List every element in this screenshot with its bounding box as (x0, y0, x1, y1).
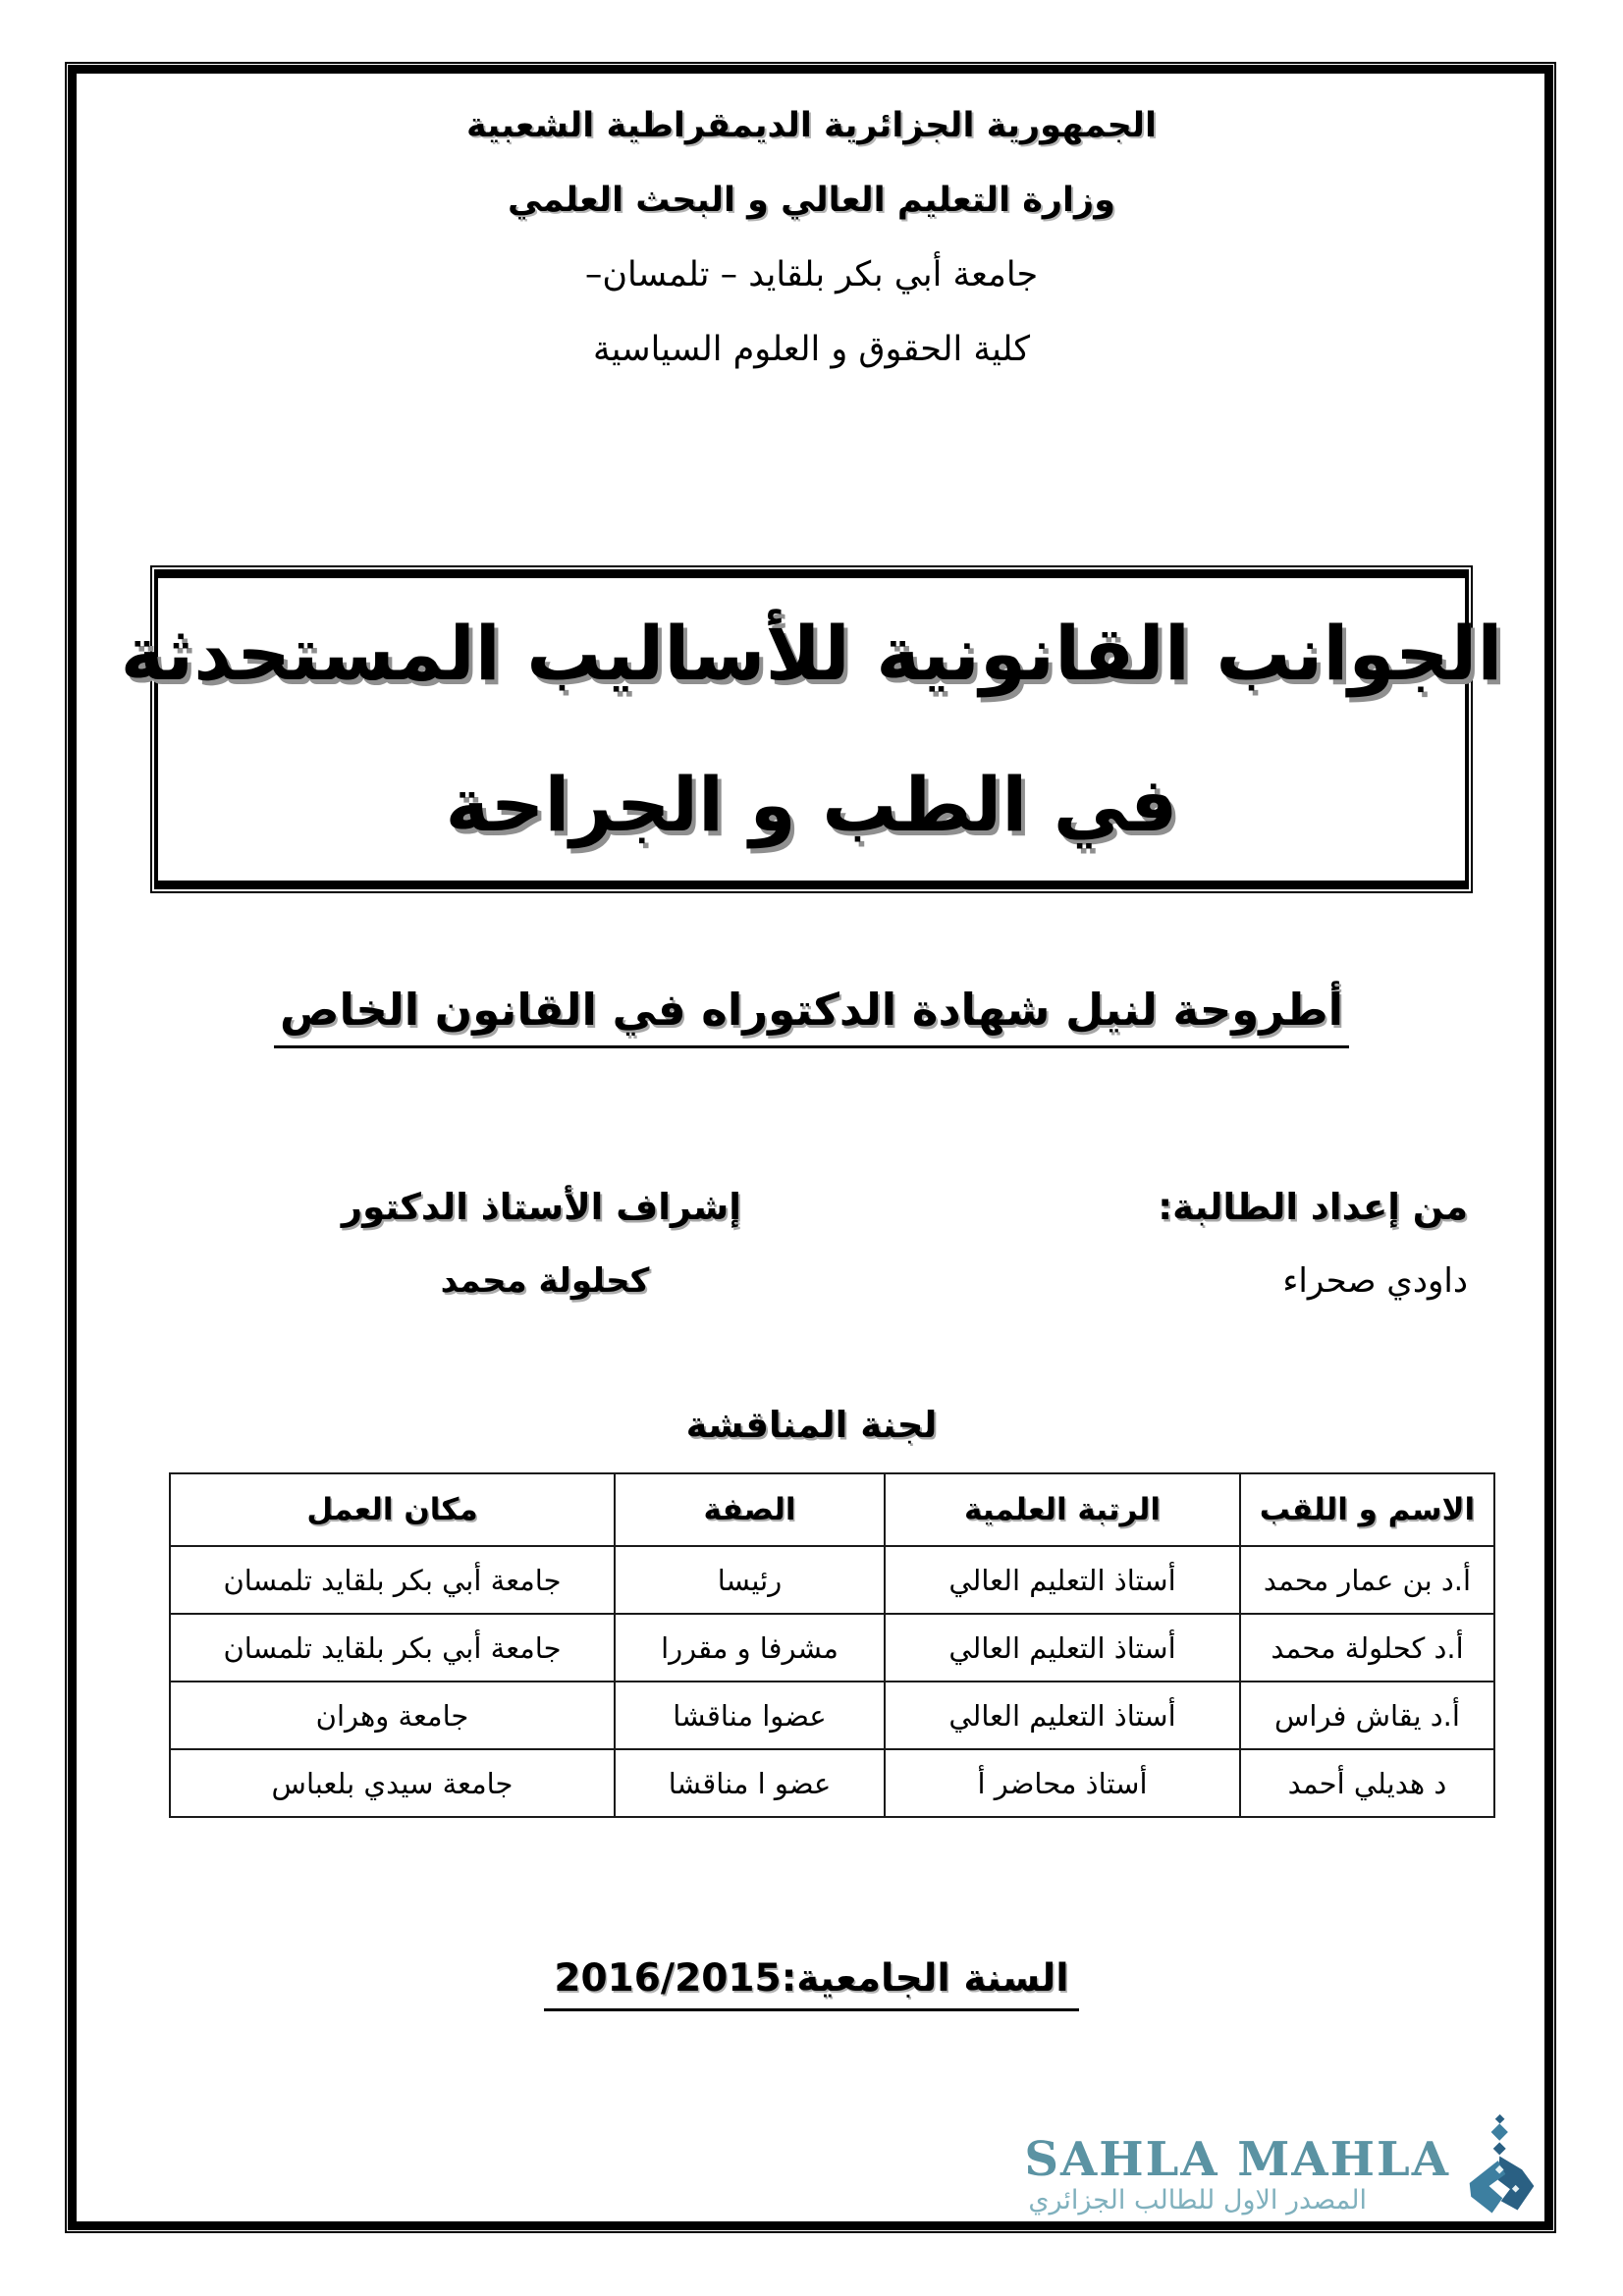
table-row (170, 1749, 1494, 1817)
degree-subtitle: أطروحة لنيل شهادة الدكتوراه في القانون الخاص (274, 984, 1349, 1048)
member-rank: أستاذ التعليم العالي (885, 1546, 1240, 1614)
member-workplace: جامعة أبي بكر بلقايد تلمسان (170, 1614, 615, 1682)
ministry-line: وزارة التعليم العالي و البحث العلمي (508, 181, 1115, 220)
committee-header-row (170, 1473, 1494, 1546)
sahla-mahla-logo-mark (1459, 2112, 1542, 2228)
institution-header (0, 88, 1623, 387)
column-academic-rank: الرتبة العلمية (885, 1473, 1240, 1546)
page-border-frame (65, 62, 1556, 2233)
thesis-title-box-inner (120, 569, 1503, 889)
member-name: أ.د يقاش فراس (1240, 1682, 1494, 1749)
member-rank: أستاذ التعليم العالي (885, 1682, 1240, 1749)
member-name: د هديلي أحمد (1240, 1749, 1494, 1817)
supervisor-label: إشراف الأستاذ الدكتور (341, 1186, 741, 1228)
member-role: مشرفا و مقررا (615, 1614, 885, 1682)
sahla-mahla-tagline: المصدر الاول للطالب الجزائري (1028, 2185, 1367, 2216)
committee-heading: لجنة المناقشة (685, 1404, 938, 1446)
member-role: عضوا مناقشا (615, 1682, 885, 1749)
student-block (1046, 1186, 1468, 1301)
supervisor-name: كحلولة محمد (440, 1261, 650, 1301)
table-row (170, 1546, 1494, 1614)
thesis-title-box (120, 565, 1503, 893)
faculty-line: كلية الحقوق و العلوم السياسية (592, 330, 1030, 369)
university-line: جامعة أبي بكر بلقايد – تلمسان– (584, 255, 1039, 294)
student-name: داودي صحراء (1282, 1261, 1468, 1301)
academic-year: السنة الجامعية:2016/2015 (544, 1956, 1078, 2011)
member-role: رئيسا (615, 1546, 885, 1614)
member-name: أ.د كحلولة محمد (1240, 1614, 1494, 1682)
committee-table (169, 1472, 1495, 1818)
table-row (170, 1682, 1494, 1749)
column-workplace: مكان العمل (170, 1473, 615, 1546)
member-rank: أستاذ محاضر أ (885, 1749, 1240, 1817)
member-name: أ.د بن عمار محمد (1240, 1546, 1494, 1614)
column-role: الصفة (615, 1473, 885, 1546)
member-workplace: جامعة وهران (170, 1682, 615, 1749)
member-role: عضو ا مناقشا (615, 1749, 885, 1817)
republic-line: الجمهورية الجزائرية الديمقراطية الشعبية (465, 106, 1158, 145)
sahla-mahla-watermark (1024, 2132, 1450, 2216)
thesis-title-line-2: في الطب و الجراحة (445, 761, 1178, 849)
student-label: من إعداد الطالبة: (1158, 1186, 1468, 1228)
column-name-title: الاسم و اللقب (1240, 1473, 1494, 1546)
member-workplace: جامعة أبي بكر بلقايد تلمسان (170, 1546, 615, 1614)
thesis-title-line-1: الجوانب القانونية للأساليب المستحدثة (120, 610, 1503, 698)
member-rank: أستاذ التعليم العالي (885, 1614, 1240, 1682)
page-border-inner-band (68, 65, 1553, 2230)
sahla-mahla-brand-text: SAHLA MAHLA (1024, 2132, 1450, 2187)
table-row (170, 1614, 1494, 1682)
supervisor-block (341, 1186, 741, 1301)
member-workplace: جامعة سيدي بلعباس (170, 1749, 615, 1817)
